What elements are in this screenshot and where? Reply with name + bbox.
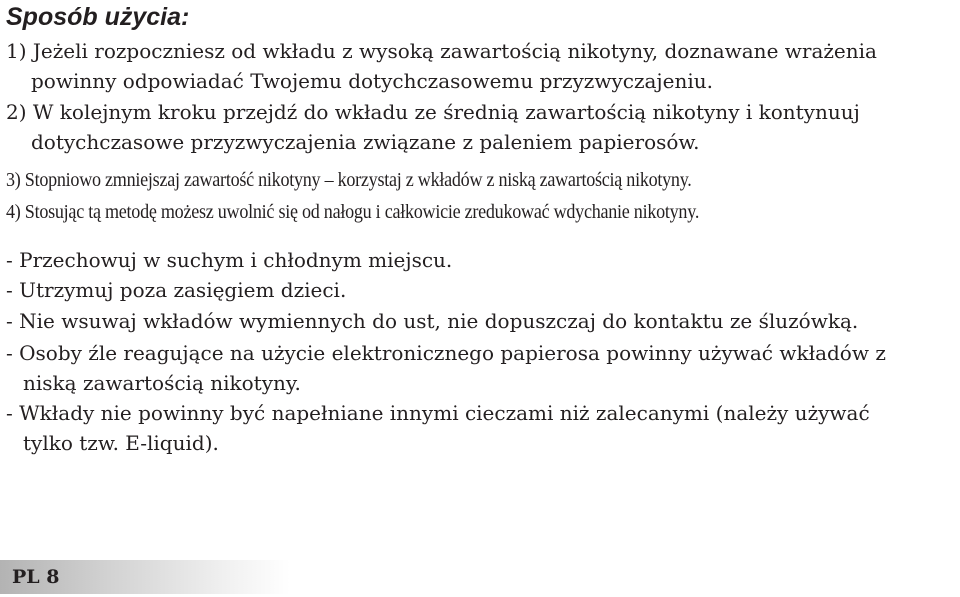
note-item-4: [6, 338, 886, 398]
step-1-line-1: 1) Jeżeli rozpoczniesz od wkładu z wysoką zawartością nikotyny, doznawane wrażenia: [6, 39, 877, 63]
step-3-line-1: 3) Stopniowo zmniejszaj zawartość nikotyny – korzystaj z wkładów z niską zawartością nikotyny.: [6, 169, 692, 191]
note-5-line-1: - Wkłady nie powinny być napełniane innymi cieczami niż zalecanymi (należy używać: [6, 401, 870, 425]
note-5-line-2: tylko tzw. E-liquid).: [23, 431, 219, 455]
page-number-label: PL 8: [12, 566, 60, 588]
note-4-line-2: niską zawartością nikotyny.: [23, 371, 301, 395]
step-2-line-1: 2) W kolejnym kroku przejdź do wkładu ze średnią zawartością nikotyny i kontynuuj: [6, 100, 860, 124]
note-item-3: [6, 306, 858, 336]
note-1-line-1: - Przechowuj w suchym i chłodnym miejscu.: [6, 248, 453, 272]
section-heading: Sposób użycia:: [6, 3, 190, 31]
step-1-line-2: powinny odpowiadać Twojemu dotychczasowemu przyzwyczajeniu.: [31, 69, 713, 93]
note-item-2: [6, 275, 346, 305]
note-2-line-1: - Utrzymuj poza zasięgiem dzieci.: [6, 278, 347, 302]
note-4-line-1: - Osoby źle reagujące na użycie elektronicznego papierosa powinny używać wkładów z: [6, 341, 886, 365]
note-item-1: [6, 245, 452, 275]
step-2-line-2: dotychczasowe przyzwyczajenia związane z paleniem papierosów.: [31, 130, 700, 154]
note-3-line-1: - Nie wsuwaj wkładów wymiennych do ust, nie dopuszczaj do kontaktu ze śluzówką.: [6, 309, 859, 333]
note-item-5: [6, 398, 870, 458]
step-item-3: [6, 165, 692, 195]
step-item-1: [6, 36, 877, 96]
step-item-2: [6, 97, 860, 157]
step-item-4: [6, 197, 699, 227]
step-4-line-1: 4) Stosując tą metodę możesz uwolnić się od nałogu i całkowicie zredukować wdychanie nikotyny.: [6, 201, 700, 223]
